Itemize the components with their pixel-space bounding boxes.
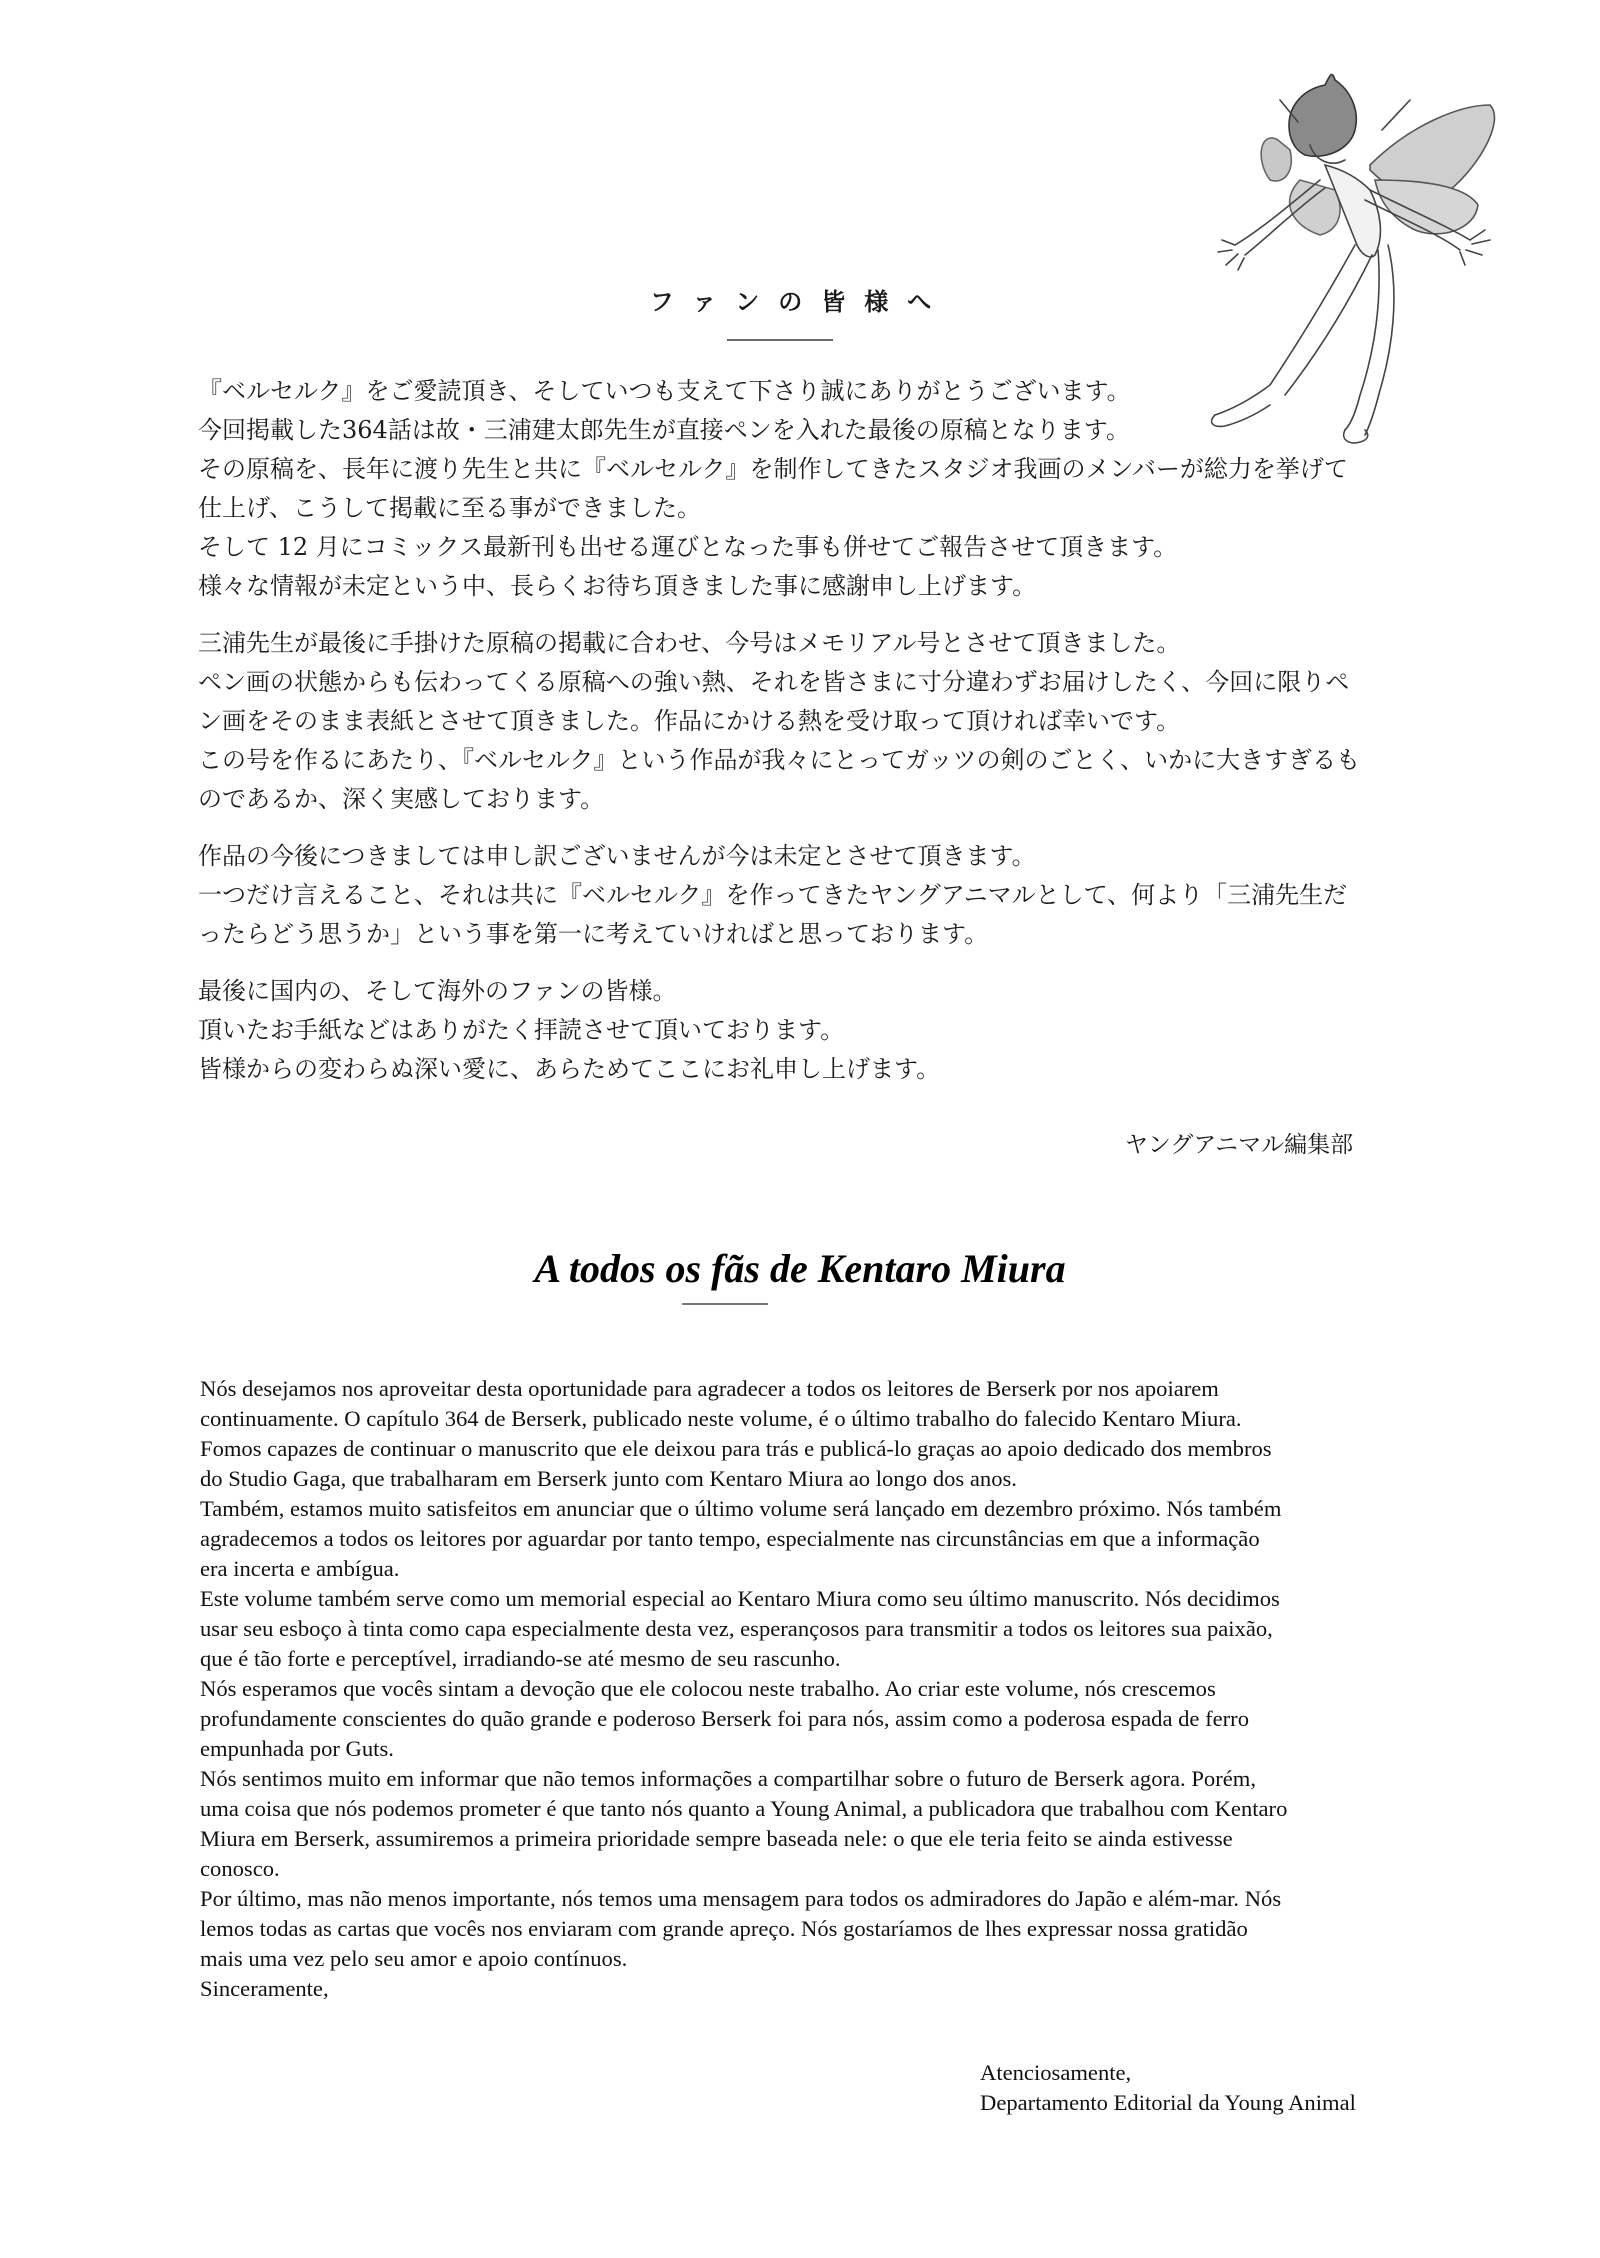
japanese-signature: ヤングアニマル編集部 — [1125, 1132, 1354, 1158]
text-line: 最後に国内の、そして海外のファンの皆様。 — [198, 977, 677, 1005]
text-line: 『ベルセルク』をご愛読頂き、そしていつも支えて下さり誠にありがとうございます。 — [198, 377, 1131, 405]
text-line: Fomos capazes de continuar o manuscrito que ele deixou para trás e publicá-lo graças ao apoio dedicado dos membros — [200, 1436, 1272, 1461]
text-line: uma coisa que nós podemos prometer é que tanto nós quanto a Young Animal, a publicadora que trabalhou com Kentaro — [200, 1796, 1288, 1821]
text-line: Nós desejamos nos aproveitar desta oportunidade para agradecer a todos os leitores de Berserk por nos apoiarem — [200, 1376, 1219, 1401]
text-line: 今回掲載した364話は故・三浦建太郎先生が直接ペンを入れた最後の原稿となります。 — [198, 416, 1130, 444]
text-line: Sinceramente, — [200, 1976, 329, 2001]
text-line: 頂いたお手紙などはありがたく拝読させて頂いております。 — [198, 1016, 845, 1044]
text-line: Este volume também serve como um memorial especial ao Kentaro Miura como seu último manuscrito. Nós decidimos — [200, 1586, 1280, 1611]
japanese-title-divider — [727, 339, 833, 341]
text-line: empunhada por Guts. — [200, 1736, 394, 1761]
japanese-paragraph-4 — [198, 972, 1398, 1089]
text-line: mais uma vez pelo seu amor e apoio contínuos. — [200, 1946, 628, 1971]
text-line: profundamente conscientes do quão grande e poderoso Berserk foi para nós, assim como a poderosa espada de ferro — [200, 1706, 1249, 1731]
text-line: Nós sentimos muito em informar que não temos informações a compartilhar sobre o futuro de Berserk agora. Porém, — [200, 1766, 1256, 1791]
text-line: ン画をそのまま表紙とさせて頂きました。作品にかける熱を受け取って頂ければ幸いです。 — [198, 707, 1181, 735]
text-line: この号を作るにあたり、『ベルセルク』という作品が我々にとってガッツの剣のごとく、いかに大きすぎるも — [198, 746, 1361, 774]
text-line: 三浦先生が最後に手掛けた原稿の掲載に合わせ、今号はメモリアル号とさせて頂きました。 — [198, 629, 1181, 657]
japanese-paragraph-1 — [198, 372, 1398, 606]
japanese-paragraph-2 — [198, 624, 1398, 819]
text-line: Por último, mas não menos importante, nós temos uma mensagem para todos os admiradores do Japão e além-mar. Nós — [200, 1886, 1282, 1911]
text-line: do Studio Gaga, que trabalharam em Berserk junto com Kentaro Miura ao longo dos anos. — [200, 1466, 1017, 1491]
signature-department: Departamento Editorial da Young Animal — [980, 2090, 1356, 2115]
text-line: 仕上げ、こうして掲載に至る事ができました。 — [198, 494, 702, 522]
text-line: ったらどう思うか」という事を第一に考えていければと思っております。 — [198, 920, 989, 948]
portuguese-body — [200, 1374, 1460, 2004]
japanese-title: ファンの皆様へ — [649, 287, 951, 316]
text-line: continuamente. O capítulo 364 de Berserk, publicado neste volume, é o último trabalho do falecido Kentaro Miura. — [200, 1406, 1242, 1431]
portuguese-title-divider — [682, 1303, 768, 1305]
text-line: usar seu esboço à tinta como capa especialmente desta vez, esperançosos para transmitir a todos os leitores sua paixão, — [200, 1616, 1273, 1641]
signature-closing: Atenciosamente, — [980, 2060, 1132, 2085]
portuguese-signature — [980, 2058, 1400, 2118]
japanese-paragraph-3 — [198, 837, 1398, 954]
text-line: era incerta e ambígua. — [200, 1556, 400, 1581]
text-line: そして 12 月にコミックス最新刊も出せる運びとなった事も併せてご報告させて頂きます。 — [198, 533, 1178, 561]
text-line: 皆様からの変わらぬ深い愛に、あらためてここにお礼申し上げます。 — [198, 1055, 941, 1083]
text-line: 一つだけ言えること、それは共に『ベルセルク』を作ってきたヤングアニマルとして、何より「三浦先生だ — [198, 881, 1348, 909]
text-line: のであるか、深く実感しております。 — [198, 785, 605, 813]
text-line: agradecemos a todos os leitores por aguardar por tanto tempo, especialmente nas circunstâncias em que a informação — [200, 1526, 1260, 1551]
text-line: その原稿を、長年に渡り先生と共に『ベルセルク』を制作してきたスタジオ我画のメンバーが総力を挙げて — [198, 455, 1348, 483]
text-line: Nós esperamos que vocês sintam a devoção que ele colocou neste trabalho. Ao criar este volume, nós crescemos — [200, 1676, 1216, 1701]
japanese-body — [198, 372, 1398, 1107]
portuguese-title: A todos os fãs de Kentaro Miura — [534, 1246, 1066, 1291]
text-line: 作品の今後につきましては申し訳ございませんが今は未定とさせて頂きます。 — [198, 842, 1036, 870]
text-line: Miura em Berserk, assumiremos a primeira prioridade sempre baseada nele: o que ele teria feito se ainda estivesse — [200, 1826, 1233, 1851]
text-line: Também, estamos muito satisfeitos em anunciar que o último volume será lançado em dezembro próximo. Nós também — [200, 1496, 1282, 1521]
text-line: 様々な情報が未定という中、長らくお待ち頂きました事に感謝申し上げます。 — [198, 572, 1037, 600]
text-line: lemos todas as cartas que vocês nos enviaram com grande apreço. Nós gostaríamos de lhes expressar nossa gratidão — [200, 1916, 1248, 1941]
text-line: ペン画の状態からも伝わってくる原稿への強い熱、それを皆さまに寸分違わずお届けしたく、今回に限りペ — [198, 668, 1350, 696]
text-line: conosco. — [200, 1856, 280, 1881]
text-line: que é tão forte e perceptível, irradiando-se até mesmo de seu rascunho. — [200, 1646, 841, 1671]
